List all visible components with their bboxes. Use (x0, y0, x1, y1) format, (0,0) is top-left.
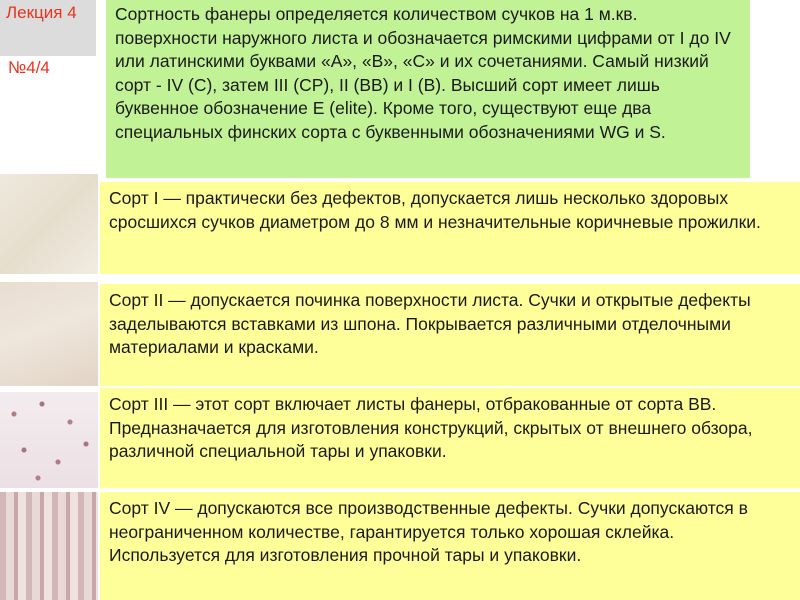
plywood-grade-3-sample-image (0, 392, 98, 488)
plywood-grade-1-sample-image (0, 174, 98, 274)
grade-2-description: Сорт II — допускается починка поверхности листа. Сучки и открытые дефекты заделываются вставками из шпона. Покрывается различными отделочными материалами и красками. (100, 284, 800, 386)
grade-1-description: Сорт I — практически без дефектов, допускается лишь несколько здоровых сросшихся сучков диаметром до 8 мм и незначительные коричневые прожилки. (100, 182, 800, 274)
intro-text-box: Сортность фанеры определяется количеством сучков на 1 м.кв. поверхности наружного листа и обозначается римскими цифрами от I до IV или латинскими буквами «A», «B», «C» и их сочетаниями. Самый низкий сорт - IV (C), затем III (CP), II (BB) и I (B). Высший сорт имеет лишь буквенное обозначение E (elite). Кроме того, существуют еще два специальных финских сорта с буквенными обозначениями WG и S. (106, 0, 750, 178)
grade-4-description: Сорт IV — допускаются все производственные дефекты. Сучки допускаются в неограниченном количестве, гарантируется только хорошая склейка. Используется для изготовления прочной тары и упаковки. (100, 492, 800, 600)
lecture-label: Лекция 4 (0, 0, 96, 56)
grade-3-description: Сорт III — этот сорт включает листы фанеры, отбракованные от сорта BB. Предназначается для изготовления конструкций, скрытых от внешнего обзора, различной специальной тары и упаковки. (100, 388, 800, 488)
plywood-grade-4-sample-image (0, 492, 98, 600)
lecture-number: №4/4 (8, 58, 50, 77)
plywood-grade-2-sample-image (0, 282, 98, 386)
